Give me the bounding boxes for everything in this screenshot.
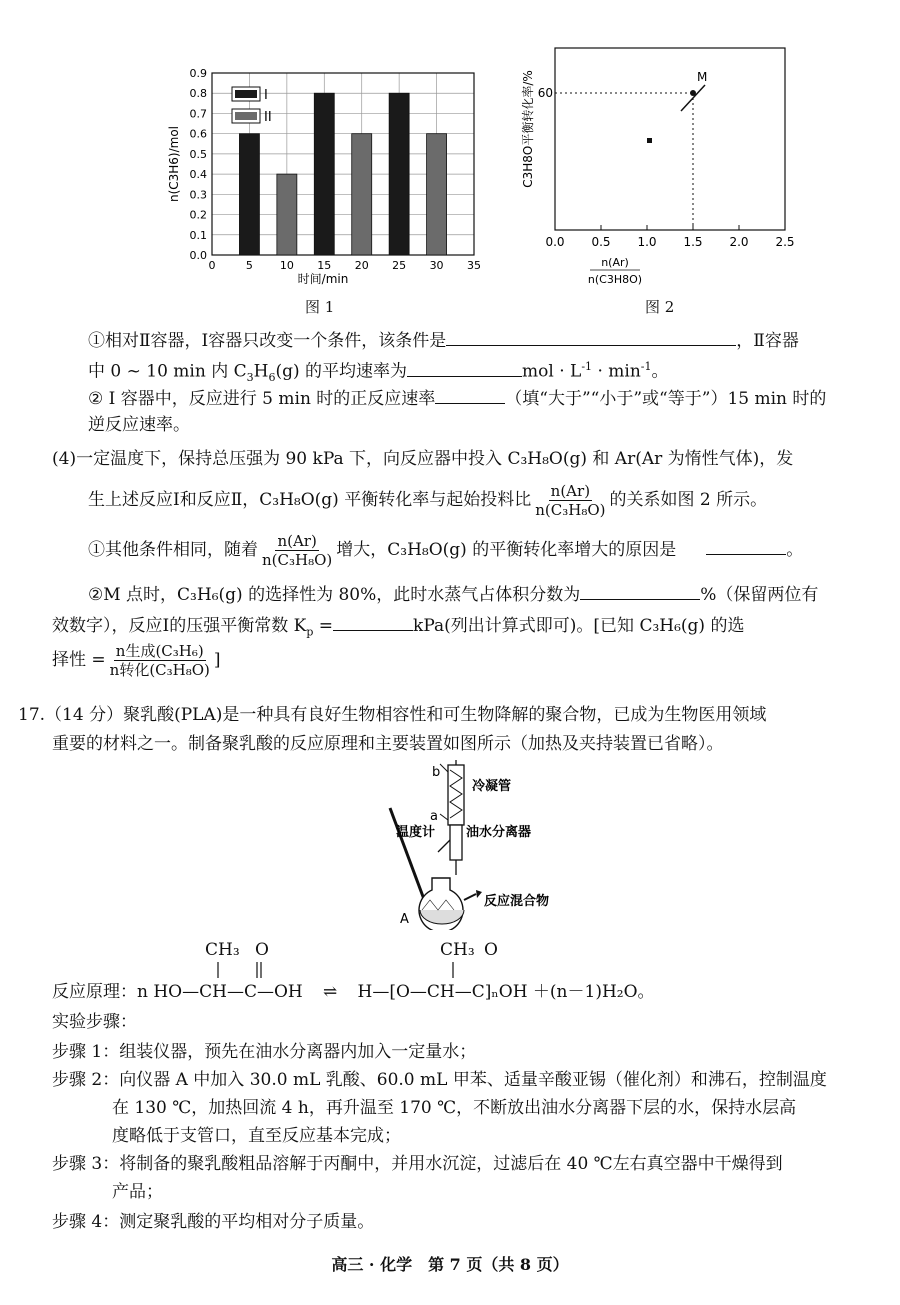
bar-series-1	[239, 134, 259, 255]
data-mark	[647, 138, 652, 143]
q4-part2-line2: 效数字），反应Ⅰ的压强平衡常数 $K_p = kPa$(列出计算式即可)。[已知 C₃H₆(g) 的选	[52, 612, 744, 644]
y-axis-label: n(C3H6)/mol	[167, 125, 181, 203]
eq-ch3-left: CH₃	[205, 940, 240, 960]
answer-blank-kp[interactable]	[333, 612, 413, 631]
label-a: a	[430, 809, 438, 824]
y-tick-label: 0.3	[189, 188, 207, 202]
legend-label: I	[264, 88, 268, 103]
point-M	[690, 90, 696, 96]
steps-title: 实验步骤：	[52, 1012, 137, 1032]
step-2-line1: 步骤 2：向仪器 A 中加入 30.0 mL 乳酸、60.0 mL 甲苯、适量辛酸亚锡（催化剂）和沸石，控制温度	[52, 1070, 827, 1090]
q3-part2-line1: ② Ⅰ 容器中，反应进行 5 min 时的正反应速率 （填“大于”“小于”或“等于”）15 min 时的	[88, 385, 826, 411]
reaction-equation: 反应原理：n HO—CH—C—OH ⇌ H—[O—CH—C]ₙOH ＋(n－1)H₂O。	[52, 982, 655, 1002]
x-label-denominator: n(C3H8O)	[587, 273, 643, 286]
x-tick-label: 15	[317, 259, 332, 272]
x-label-numerator: n(Ar)	[601, 256, 629, 269]
label-A: A	[400, 912, 409, 927]
x-tick-label: 35	[467, 259, 481, 272]
figure-2-caption: 图 2	[645, 298, 675, 316]
y-tick-label: 0.9	[189, 67, 207, 80]
y-tick-label: 0.7	[189, 107, 207, 121]
step-1: 步骤 1：组装仪器，预先在油水分离器内加入一定量水；	[52, 1042, 477, 1062]
answer-blank-compare[interactable]	[435, 385, 505, 404]
answer-blank-reason[interactable]	[706, 536, 786, 555]
answer-blank-water-fraction[interactable]	[580, 581, 700, 600]
x-tick-label: 1.0	[637, 235, 657, 249]
answer-blank-condition[interactable]	[446, 327, 736, 346]
label-reaction-mixture: 反应混合物	[484, 894, 550, 909]
x-tick-label: 0	[208, 259, 216, 272]
q3-part1-line2: 中 0 ~ 10 min 内 $C_3H_6(g)$ 的平均速率为 mol · $L^{-1} \cdot \min^{-1}$。	[88, 355, 669, 390]
eq-o-right: O	[484, 940, 498, 960]
q17-line1: 17.（14 分）聚乳酸(PLA)是一种具有良好生物相容性和可生物降解的聚合物，已成为生物医用领域	[18, 705, 767, 725]
x-tick-label: 2.0	[729, 235, 749, 249]
q17-line2: 重要的材料之一。制备聚乳酸的反应原理和主要装置如图所示（加热及夹持装置已省略）。	[52, 734, 724, 754]
eq-bond-lines	[200, 960, 500, 982]
plot-frame	[555, 48, 785, 230]
eq-ch3-right: CH₃	[440, 940, 475, 960]
q4-line1: (4)一定温度下，保持总压强为 90 kPa 下，向反应器中投入 C₃H₈O(g) 和 Ar(Ar 为惰性气体)，发	[52, 449, 794, 469]
x-tick-label: 5	[245, 259, 253, 272]
q4-part2-line1: ②M 点时，C₃H₆(g) 的选择性为 80%，此时水蒸气占体积分数为 %（保留两位有	[88, 581, 818, 607]
q4-part1: ①其他条件相同，随着 $\frac{n(Ar)}{\text{n(C₃H₈O)}}$ 增大，C₃H₈O(g) 的平衡转化率增大的原因是 。	[88, 532, 804, 569]
bar-series-1	[389, 93, 409, 255]
y-tick-label: 0.5	[189, 147, 207, 161]
figure-1-bar-chart	[160, 55, 500, 315]
q4-selectivity-definition: 择性 = $\frac{\text{n生成(C₃H₆)}}{\text{n转化(C₃H₈O)}}$ ]	[52, 642, 221, 679]
y-tick-label: 0.0	[189, 249, 207, 262]
x-tick-label: 25	[392, 259, 407, 272]
x-tick-label: 2.5	[775, 235, 795, 249]
bar-series-2	[352, 134, 372, 255]
y-tick-label: 0.2	[189, 208, 207, 222]
page-footer: 高三 · 化学 第 7 页（共 8 页）	[331, 1255, 569, 1274]
figure-1-caption: 图 1	[305, 298, 335, 316]
legend-swatch	[235, 90, 257, 98]
figure-2-conversion-chart	[510, 40, 810, 295]
x-tick-label: 30	[429, 259, 444, 272]
x-tick-label: 1.5	[683, 235, 703, 249]
x-tick-label: 0.5	[591, 235, 611, 249]
eq-o-left: O	[255, 940, 269, 960]
label-thermometer: 温度计	[396, 825, 436, 840]
q4-line2: 生上述反应Ⅰ和反应Ⅱ，C₃H₈O(g) 平衡转化率与起始投料比 $\frac{n(Ar)}{\text{n(C₃H₈O)}}$ 的关系如图 2 所示。	[88, 482, 768, 519]
x-tick-label: 20	[354, 259, 369, 272]
x-tick-label: 0.0	[545, 235, 565, 249]
equilibrium-arrow-icon: ⇌	[323, 982, 338, 1002]
point-M-label: M	[697, 70, 708, 84]
y-tick-label: 0.4	[189, 168, 207, 182]
step-3-line1: 步骤 3：将制备的聚乳酸粗品溶解于丙酮中，并用水沉淀，过滤后在 40 ℃左右真空器中干燥得到	[52, 1154, 783, 1174]
apparatus-diagram	[360, 760, 590, 930]
answer-blank-rate[interactable]	[407, 358, 522, 377]
y-tick-label: 0.8	[189, 87, 207, 101]
legend-label: II	[264, 110, 272, 125]
ratio-fraction: $\frac{n(Ar)}{\text{n(C₃H₈O)}}$	[535, 482, 606, 519]
y-axis-label: C3H8O平衡转化率/%	[521, 70, 535, 188]
step-2-line3: 度略低于支管口，直至反应基本完成；	[112, 1126, 401, 1146]
label-b: b	[432, 765, 441, 780]
q3-part2-line2: 逆反应速率。	[88, 415, 190, 435]
step-3-line2: 产品；	[112, 1182, 163, 1202]
bar-series-2	[277, 174, 297, 255]
x-axis-label: 时间/min	[297, 272, 349, 286]
y-tick-label: 0.1	[189, 228, 207, 242]
legend-swatch	[235, 112, 257, 120]
y-tick-label: 0.6	[189, 127, 207, 141]
bar-series-2	[427, 134, 447, 255]
label-condenser: 冷凝管	[472, 779, 512, 794]
step-2-line2: 在 130 ℃，加热回流 4 h，再升温至 170 ℃，不断放出油水分离器下层的水，保持水层高	[112, 1098, 797, 1118]
label-separator: 油水分离器	[466, 825, 532, 840]
curve-segment	[681, 85, 705, 111]
bar-series-1	[314, 93, 334, 255]
y-tick-label: 60	[537, 86, 553, 100]
x-tick-label: 10	[279, 259, 294, 272]
q3-part1-line1: ①相对Ⅱ容器，Ⅰ容器只改变一个条件，该条件是 ，Ⅱ容器	[88, 327, 799, 353]
step-4: 步骤 4：测定聚乳酸的平均相对分子质量。	[52, 1212, 375, 1232]
